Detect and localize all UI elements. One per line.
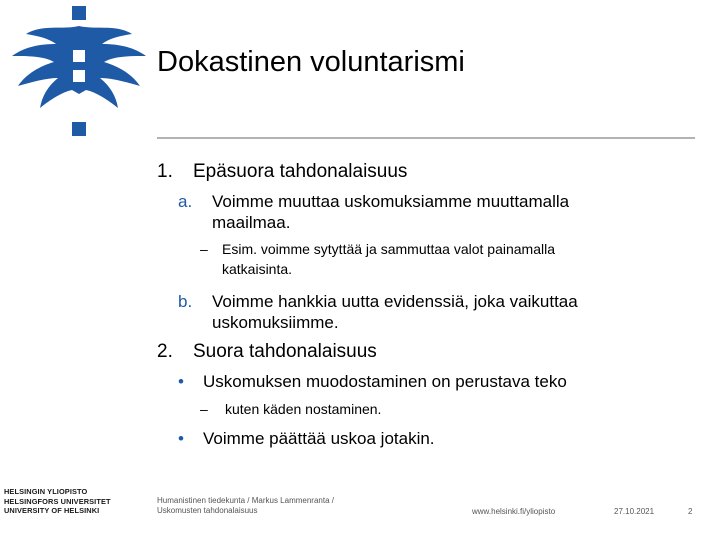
list-item-text: kuten käden nostaminen.	[225, 401, 382, 417]
bullet-icon: •	[178, 429, 184, 448]
footer-date: 27.10.2021	[614, 507, 655, 516]
title-divider	[157, 137, 695, 139]
list-item-text: Voimme muuttaa uskomuksiamme muuttamalla	[212, 192, 570, 211]
list-marker: b.	[178, 292, 193, 311]
list-item-text-continued: katkaisinta.	[222, 261, 293, 277]
list-item-text: Epäsuora tahdonalaisuus	[193, 161, 408, 182]
footer-faculty	[157, 496, 334, 516]
bullet-icon: •	[178, 372, 184, 391]
footer-page-number: 2	[688, 507, 693, 516]
list-item-text-continued: uskomuksiimme.	[212, 313, 339, 332]
university-name	[4, 487, 111, 516]
list-item-text: Esim. voimme sytyttää ja sammuttaa valot painamalla	[222, 241, 556, 257]
list-item-text: Suora tahdonalaisuus	[193, 341, 377, 362]
list-marker: 1.	[157, 161, 173, 182]
university-logo-icon	[4, 4, 154, 144]
footer-url: www.helsinki.fi/yliopisto	[472, 507, 556, 516]
university-name-en: UNIVERSITY OF HELSINKI	[4, 506, 100, 515]
list-item-text: Voimme hankkia uutta evidenssiä, joka vaikuttaa	[212, 292, 578, 311]
list-marker: a.	[178, 192, 193, 211]
list-marker: –	[200, 241, 208, 257]
list-marker: –	[200, 401, 208, 417]
list-marker: 2.	[157, 341, 173, 362]
footer-faculty-line2: Uskomusten tahdonalaisuus	[157, 506, 258, 515]
footer-faculty-line1: Humanistinen tiedekunta / Markus Lammenranta /	[157, 496, 334, 505]
slide-title: Dokastinen voluntarismi	[157, 46, 465, 78]
list-item-text-continued: maailmaa.	[212, 213, 291, 232]
list-item-text: Uskomuksen muodostaminen on perustava teko	[203, 372, 567, 391]
list-item-text: Voimme päättää uskoa jotakin.	[203, 429, 435, 448]
university-name-fi: HELSINGIN YLIOPISTO	[4, 487, 88, 496]
university-name-sv: HELSINGFORS UNIVERSITET	[4, 496, 111, 506]
